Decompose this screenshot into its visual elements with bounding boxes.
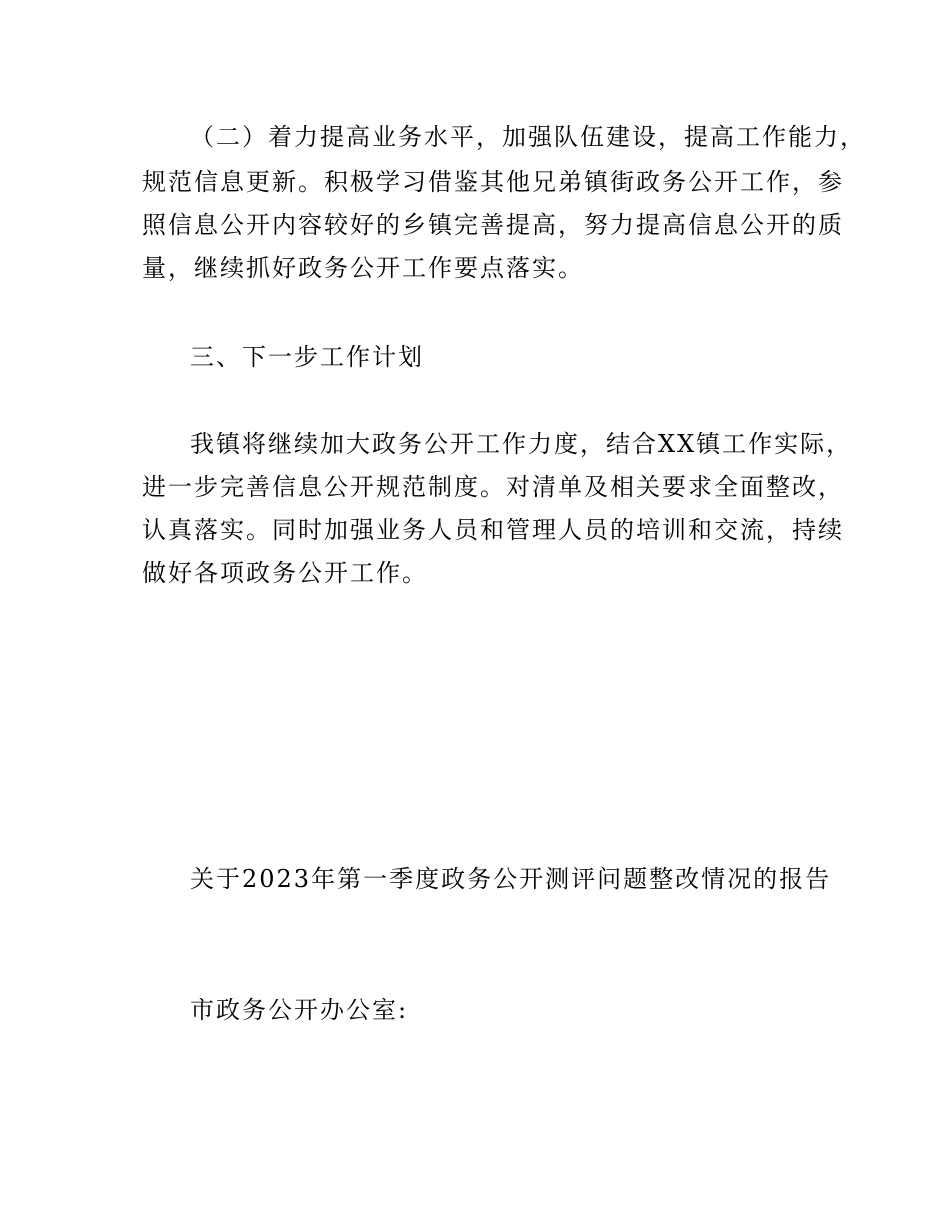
- report-title: 关于2023年第一季度政务公开测评问题整改情况的报告: [190, 865, 832, 893]
- paragraph-1-line-2: 规范信息更新。积极学习借鉴其他兄弟镇街政务公开工作，参: [142, 168, 844, 196]
- paragraph-2-line-3: 认真落实。同时加强业务人员和管理人员的培训和交流，持续: [142, 516, 844, 544]
- paragraph-2-line-1: 我镇将继续加大政务公开工作力度，结合XX镇工作实际，: [190, 430, 853, 458]
- section-heading-next-steps: 三、下一步工作计划: [190, 343, 424, 371]
- paragraph-1-line-1: （二）着力提高业务水平，加强队伍建设，提高工作能力，: [190, 123, 866, 151]
- paragraph-2-line-2: 进一步完善信息公开规范制度。对清单及相关要求全面整改，: [142, 473, 844, 501]
- paragraph-1-line-4: 量，继续抓好政务公开工作要点落实。: [142, 254, 584, 282]
- salutation: 市政务公开办公室:: [190, 996, 409, 1024]
- paragraph-1-line-3: 照信息公开内容较好的乡镇完善提高，努力提高信息公开的质: [142, 211, 844, 239]
- paragraph-2-line-4: 做好各项政务公开工作。: [142, 559, 428, 587]
